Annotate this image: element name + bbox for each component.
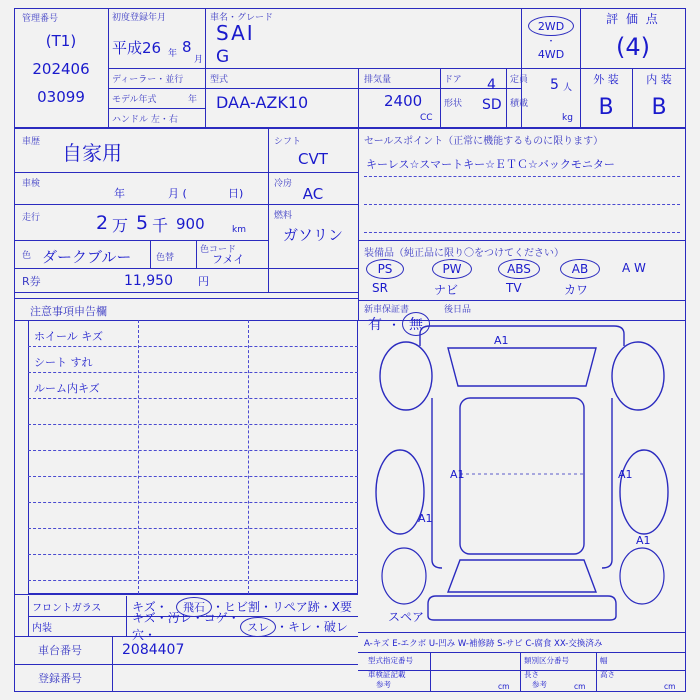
drive-2wd-circle: 2WD (528, 16, 574, 36)
model-year-label: モデル年式 (112, 94, 157, 105)
notes-top-line (14, 298, 358, 299)
equip-ab: AB (560, 259, 600, 279)
load-unit: kg (562, 113, 573, 123)
equip-row1 (364, 258, 682, 280)
hdr-line-a (108, 68, 521, 69)
shaken-year: 年 (114, 187, 125, 200)
reg-era: 平成26 (112, 38, 162, 57)
sales-dash-2 (364, 204, 680, 205)
legend-line (358, 632, 686, 633)
kanri-code: (T1) (45, 32, 77, 50)
reg-month-unit: 月 (194, 54, 204, 65)
score-value: (4) (616, 33, 650, 61)
equip-sr: SR (372, 281, 388, 295)
equip-kawa: カワ (564, 283, 589, 297)
notes-vdash-2 (248, 320, 249, 594)
height-label: 高さ (600, 669, 615, 679)
width-label: 幅 (600, 655, 608, 665)
shaken-cert-label: 車検証記載 (368, 669, 406, 679)
mileage-man: 万 (112, 215, 129, 235)
chassis-label: 車台番号 (38, 644, 82, 657)
history-value: 自家用 (62, 140, 122, 165)
notes-hdash-10 (28, 580, 358, 581)
hdr-div-4 (440, 68, 441, 128)
shift-value: CVT (298, 150, 328, 168)
car-diagram (364, 324, 680, 624)
notes-hdash-4 (28, 424, 358, 425)
type-desig-label: 型式指定番号 (368, 655, 413, 665)
door-label: ドア (444, 74, 462, 85)
door-value: 4 (487, 77, 496, 93)
fuel-value: ガソリン (282, 225, 343, 244)
hdr-line-f (580, 68, 686, 69)
mid-col-divider (358, 128, 359, 320)
disp-label: 排気量 (364, 74, 392, 85)
chassis-value: 2084407 (122, 642, 185, 658)
history-label: 車歴 (22, 136, 41, 147)
seat-unit: 人 (563, 82, 573, 93)
reg-label: 初度登録年月 (112, 12, 167, 23)
mileage-sen: 千 (152, 215, 169, 235)
bottom-line-4 (14, 664, 358, 665)
color-change-divider (150, 240, 151, 268)
notes-hdash-5 (28, 450, 358, 451)
interior-label: 内 装 (646, 73, 672, 86)
equip-label: 装備品（純正品に限り〇をつけてください） (364, 247, 564, 259)
notes-label: 注意事項申告欄 (30, 305, 107, 318)
kata-value: DAA-AZK10 (216, 92, 309, 112)
damage-mark-4: A1 (636, 534, 651, 547)
kanri-no-1: 202406 (32, 60, 90, 78)
reg-year-unit: 年 (168, 48, 178, 59)
kanri-no-2: 03099 (37, 88, 85, 106)
notes-hdash-9 (28, 554, 358, 555)
ac-value: AC (302, 185, 324, 203)
sales-dash-3 (364, 232, 680, 233)
note-item-2: ルーム内キズ (34, 382, 100, 395)
interior-1: キズ・汚レ・コゲ・穴・ (132, 611, 240, 642)
warranty-dot: ・ (388, 317, 401, 332)
hdr-line-d (205, 88, 521, 89)
car-name-value: SAI (216, 21, 255, 45)
front-glass-1: キズ・ (132, 599, 168, 614)
note-item-1: シート すれ (34, 356, 93, 369)
mid-left-block (14, 128, 686, 129)
drive-4wd: 4WD (537, 47, 565, 61)
mileage-a: 2 (96, 212, 109, 234)
load-label: 積載 (510, 98, 529, 109)
disp-unit: CC (420, 113, 433, 123)
left-row-1 (14, 172, 268, 173)
color-value: ダークブルー (42, 247, 132, 266)
warranty-no: 無 (402, 312, 430, 336)
damage-mark-2: A1 (618, 468, 633, 481)
bottom-vline (112, 636, 113, 692)
kata-label: 型式 (210, 74, 229, 85)
sales-bottom-line (358, 240, 686, 241)
bottom-label-vline (126, 596, 127, 636)
shaken-month: 月 ( (168, 187, 187, 200)
reg-month: 8 (182, 38, 192, 56)
sales-text: キーレス☆スマートキー☆ＥＴＣ☆バックモニター (366, 158, 615, 171)
color-code-label: 色コード (200, 244, 237, 255)
equip-ps: PS (366, 259, 404, 279)
mileage-c: 900 (176, 215, 205, 233)
disp-value: 2400 (384, 92, 423, 110)
front-glass-3: ・ヒビ割・リペア跡・X要 (212, 599, 352, 614)
class-label: 類別区分番号 (524, 655, 569, 665)
fuel-label: 燃料 (274, 210, 293, 221)
ref-label-2: 参考 (532, 679, 547, 689)
mileage-label: 走行 (22, 212, 41, 223)
damage-mark-1: A1 (450, 468, 465, 481)
color-code-value: フメイ (212, 253, 245, 266)
note-item-0: ホイール キズ (34, 330, 104, 343)
warranty-label: 新車保証書 (364, 304, 410, 315)
notes-hdash-6 (28, 476, 358, 477)
mid-row-1 (268, 172, 358, 173)
seat-value: 5 (550, 77, 559, 93)
damage-mark-0: A1 (494, 334, 509, 347)
interior-2-wrap (240, 616, 276, 636)
ref-label-1: 参考 (376, 679, 391, 689)
later-label: 後日品 (444, 304, 472, 315)
front-glass-hiishi: 飛石 (176, 597, 212, 617)
left-row-2 (14, 204, 268, 205)
damage-mark-3: A1 (418, 512, 433, 525)
br-vline-3 (596, 652, 597, 692)
seat-label: 定員 (510, 74, 529, 85)
shaken-label: 車検 (22, 178, 41, 189)
rken-label: R券 (22, 275, 41, 288)
notes-hdash-2 (28, 372, 358, 373)
length-label: 長さ (524, 669, 539, 679)
mileage-unit: km (232, 225, 246, 235)
interior-sure: スレ (240, 617, 276, 637)
hdr-line-c (108, 108, 205, 109)
left-row-4 (14, 268, 358, 269)
reg-no-label: 登録番号 (38, 672, 82, 685)
diagram-legend: A-キズ E-エクボ U-凹み W-補修跡 S-サビ C-腐食 XX-交換済み (364, 639, 603, 649)
mileage-b: 5 (136, 212, 149, 234)
equip-tv: TV (506, 281, 522, 295)
ac-label: 冷房 (274, 178, 293, 189)
exterior-label: 外 装 (593, 73, 619, 86)
exterior-grade: B (598, 94, 614, 120)
equip-row2 (364, 280, 682, 300)
rken-unit: 円 (198, 275, 209, 288)
sales-label: セールスポイント（正常に機能するものに限ります） (364, 135, 604, 147)
kanri-label: 管理番号 (22, 13, 59, 24)
color-label: 色 (22, 250, 32, 261)
cm-unit-3: cm (664, 681, 676, 691)
equip-aw: A W (622, 261, 646, 275)
model-year-unit: 年 (188, 94, 198, 105)
sales-dash-1 (364, 176, 680, 177)
score-label: 評 価 点 (606, 11, 660, 26)
br-vline-2 (520, 652, 521, 692)
cm-unit-1: cm (498, 681, 510, 691)
cm-unit-2: cm (574, 681, 586, 691)
handle-label: ハンドル 左・右 (112, 114, 178, 125)
notes-hdash-1 (28, 346, 358, 347)
bottom-col-vline (28, 596, 29, 636)
car-grade-value: G (216, 47, 230, 67)
left-row-5 (14, 292, 358, 293)
warranty-yes: 有 (368, 317, 382, 333)
equip-abs: ABS (498, 259, 540, 279)
shaken-day: 日) (228, 187, 244, 200)
warranty-bottom-line (358, 320, 686, 321)
rken-value: 11,950 (124, 273, 173, 289)
spare-label: スペア (388, 610, 425, 624)
front-glass-label: フロントガラス (32, 602, 102, 614)
equip-navi: ナビ (434, 283, 459, 297)
notes-hdash-8 (28, 528, 358, 529)
notes-hdash-7 (28, 502, 358, 503)
dealer-label: ディーラー・並行 (112, 74, 184, 85)
interior-label-b: 内装 (32, 622, 52, 634)
br-line-top (358, 652, 686, 653)
mid-row-2 (268, 204, 358, 205)
shape-value: SD (482, 97, 502, 113)
drive-dot: ・ (546, 36, 556, 47)
interior-grade: B (651, 94, 667, 120)
color-change-label: 色替 (156, 252, 175, 263)
shift-label: シフト (274, 136, 302, 147)
equip-pw: PW (432, 259, 472, 279)
bottom-line-1 (14, 594, 358, 595)
color-code-divider (196, 240, 197, 268)
car-name-label: 車名・グレード (210, 12, 274, 23)
interior-3: ・キレ・破レ (276, 619, 348, 634)
notes-hdash-3 (28, 398, 358, 399)
hdr-line-b (108, 88, 205, 89)
shape-label: 形状 (444, 98, 463, 109)
